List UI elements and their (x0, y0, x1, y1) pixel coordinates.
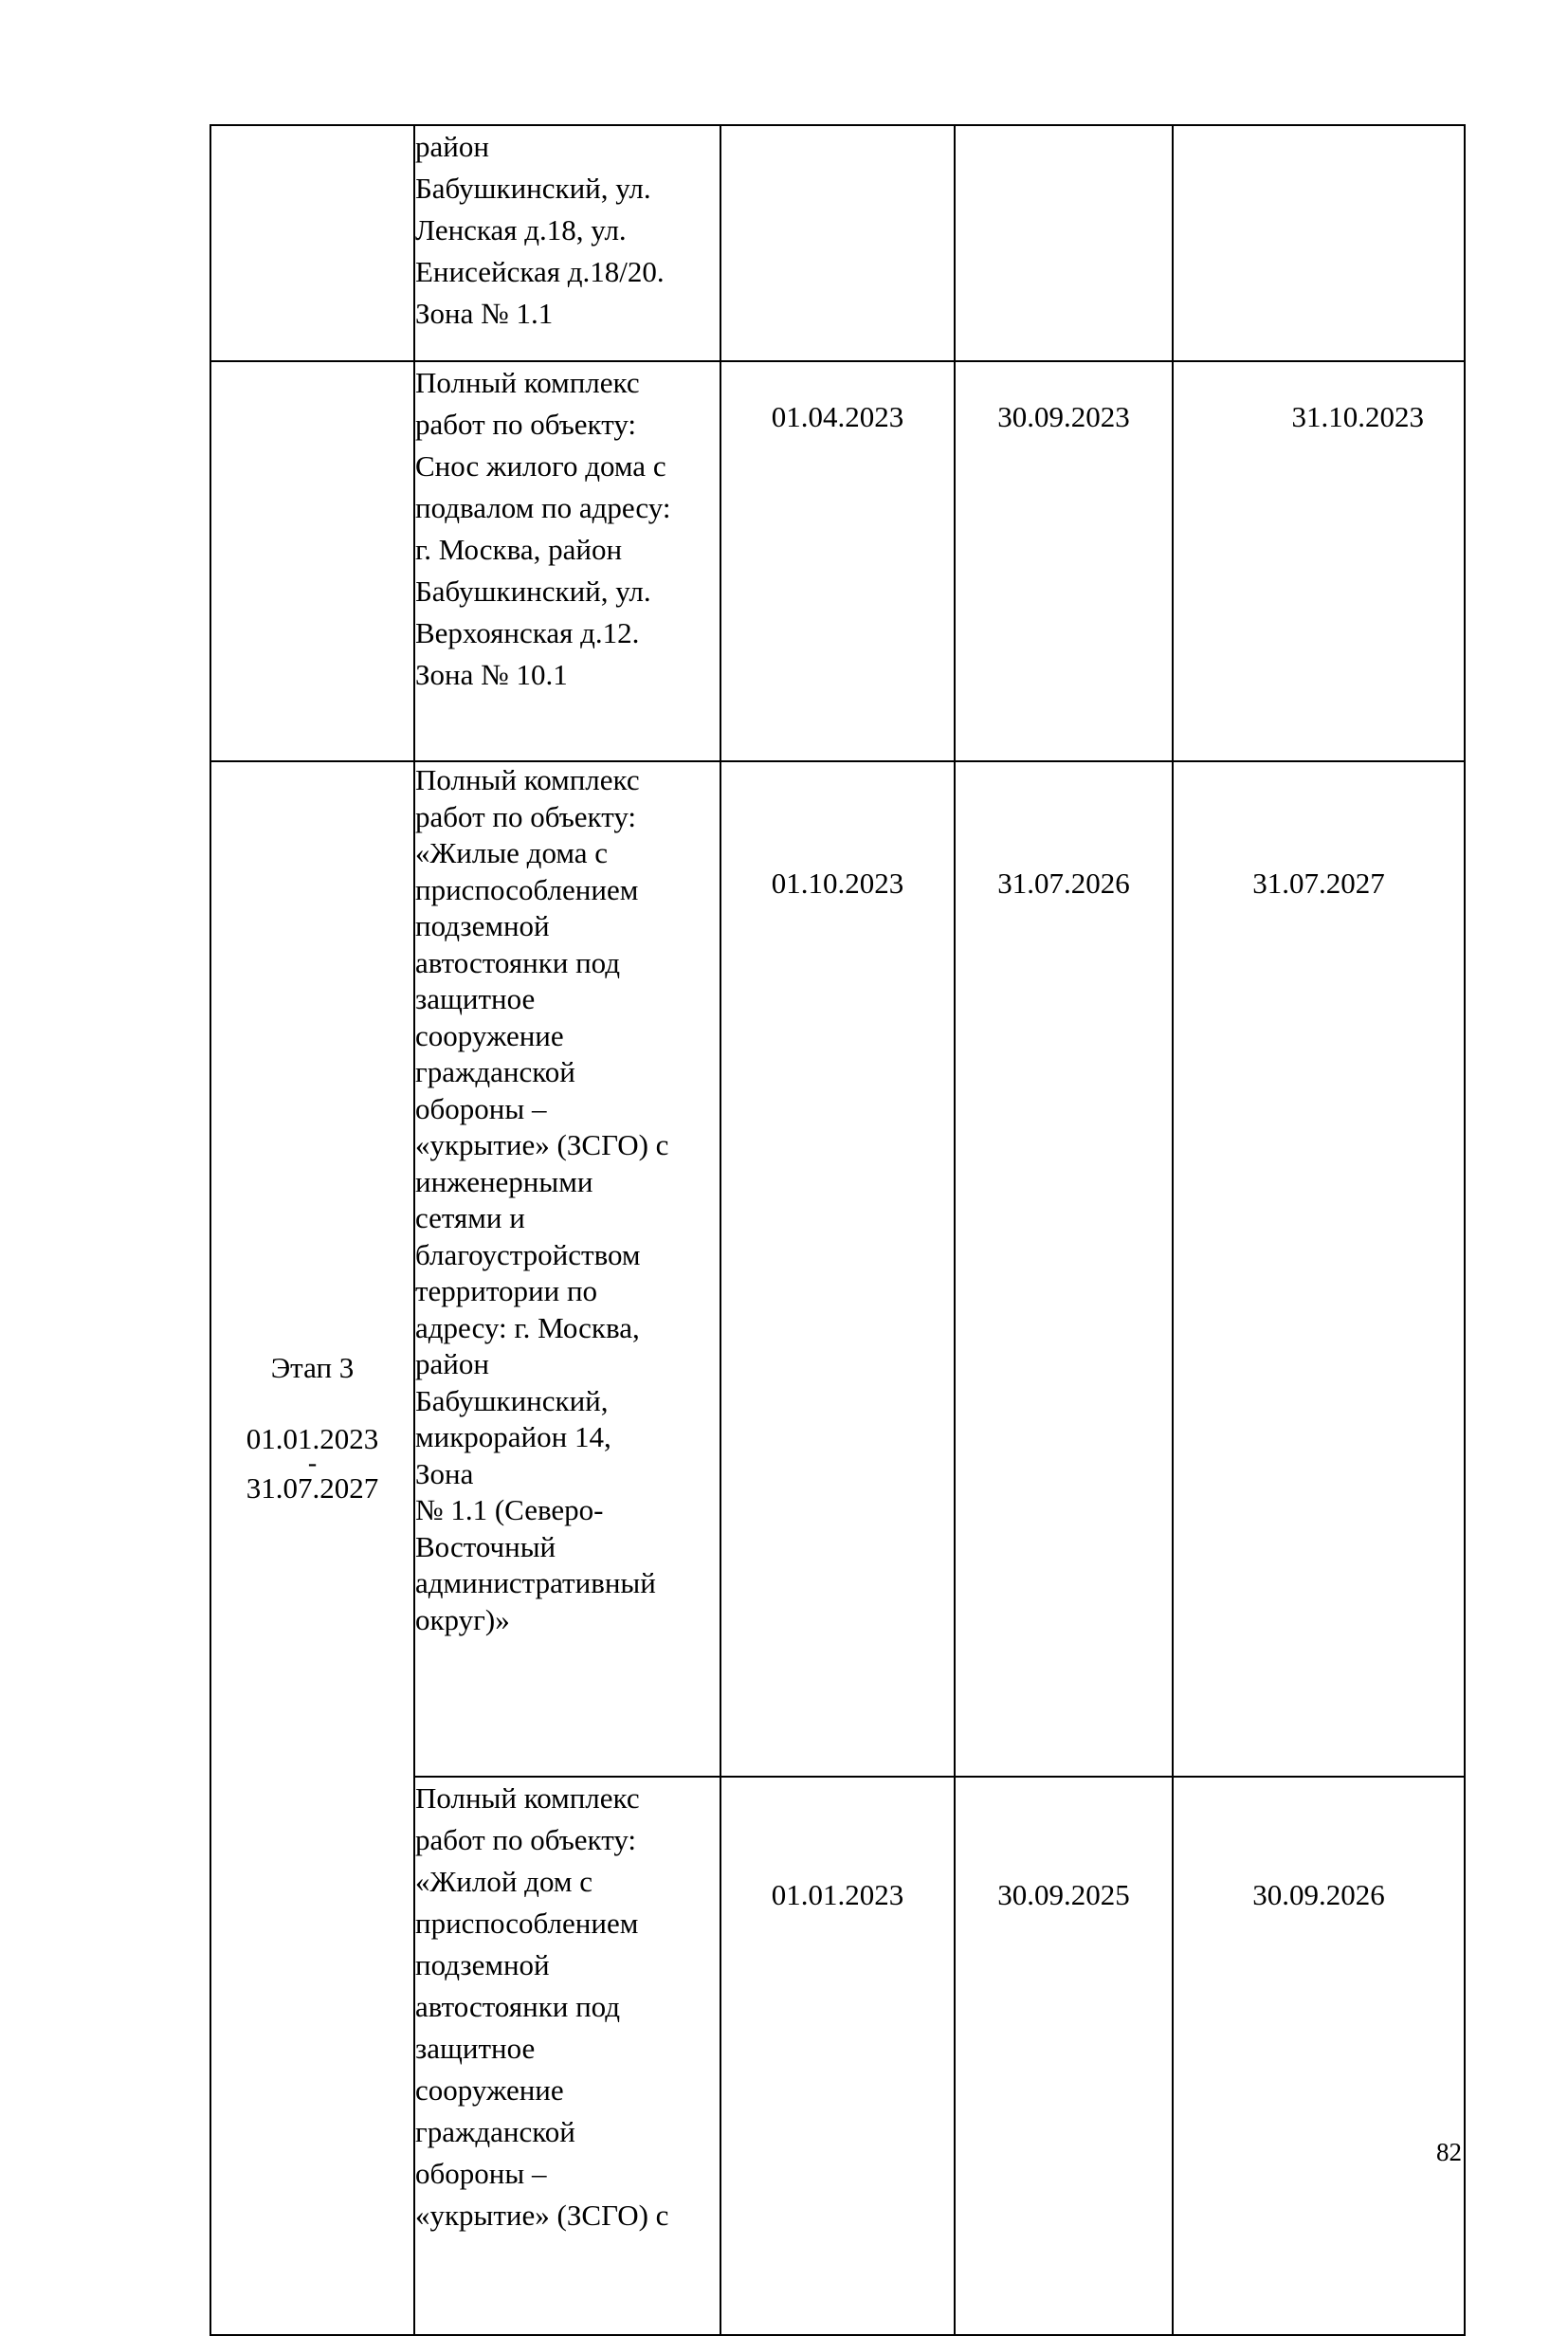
start-date: 01.01.2023 (720, 1777, 955, 2335)
end-date: 30.09.2025 (955, 1777, 1173, 2335)
end-date: 30.09.2023 (955, 361, 1173, 761)
description-line: «укрытие» (ЗСГО) с (415, 2199, 669, 2232)
description-line: Верхоянская д.12. (415, 616, 640, 649)
description-line: округ)» (415, 1602, 510, 1636)
description-line: защитное (415, 2032, 536, 2065)
description-line: гражданской (415, 1055, 575, 1088)
schedule-table (210, 124, 1466, 2336)
description-line: подземной (415, 909, 550, 942)
description-line: административный (415, 1566, 656, 1599)
object-description (414, 125, 720, 361)
description-line: приспособлением (415, 872, 639, 906)
description-line: подвалом по адресу: (415, 491, 671, 524)
description-line: Бабушкинский, ул. (415, 172, 651, 205)
final-date (1173, 125, 1465, 361)
stage-cell (210, 761, 414, 2335)
description-line: район (415, 130, 489, 163)
description-line: защитное (415, 982, 536, 1015)
description-line: сооружение (415, 1018, 564, 1052)
description-line: Полный комплекс (415, 1781, 640, 1815)
description-line: Снос жилого дома с (415, 449, 666, 483)
description-line: Енисейская д.18/20. (415, 255, 665, 288)
description-line: работ по объекту: (415, 408, 637, 441)
object-description (414, 361, 720, 761)
description-line: Ленская д.18, ул. (415, 213, 627, 246)
description-line: «Жилой дом с (415, 1865, 593, 1898)
description-line: Зона № 1.1 (415, 297, 554, 330)
description-line: сооружение (415, 2073, 564, 2107)
description-line: сетями и (415, 1201, 525, 1234)
description-line: Полный комплекс (415, 763, 640, 796)
stage-start-date: 01.01.2023 (246, 1422, 379, 1455)
description-line: г. Москва, район (415, 533, 623, 566)
description-line: гражданской (415, 2115, 575, 2148)
final-date: 30.09.2026 (1173, 1777, 1465, 2335)
start-date: 01.10.2023 (720, 761, 955, 1777)
end-date: 31.07.2026 (955, 761, 1173, 1777)
description-line: благоустройством (415, 1237, 641, 1271)
object-description (414, 1777, 720, 2335)
description-line: Бабушкинский, ул. (415, 575, 651, 608)
description-line: микрорайон 14, (415, 1420, 611, 1453)
final-date: 31.07.2027 (1173, 761, 1465, 1777)
description-line: обороны – (415, 2157, 547, 2190)
description-line: приспособлением (415, 1907, 639, 1940)
description-line: Зона (415, 1456, 474, 1490)
description-line: территории по (415, 1274, 598, 1307)
description-line: работ по объекту: (415, 799, 637, 833)
page-number: 82 (1436, 2138, 1462, 2166)
description-line: автостоянки под (415, 945, 621, 979)
description-line: Зона № 10.1 (415, 658, 568, 691)
end-date (955, 125, 1173, 361)
description-line: «укрытие» (ЗСГО) с (415, 1128, 669, 1161)
description-line: Бабушкинский, (415, 1383, 609, 1417)
description-line: адресу: г. Москва, (415, 1310, 640, 1344)
description-line: подземной (415, 1948, 550, 1981)
stage-cell-empty (210, 125, 414, 361)
stage-range-dash: - (307, 1449, 318, 1478)
description-line: «Жилые дома с (415, 836, 609, 869)
description-line: район (415, 1347, 489, 1380)
table-row (210, 361, 1465, 761)
start-date (720, 125, 955, 361)
description-line: Восточный (415, 1529, 556, 1563)
description-line: № 1.1 (Северо- (415, 1493, 604, 1526)
final-date: 31.10.2023 (1173, 361, 1465, 761)
stage-title: Этап 3 (270, 1351, 355, 1384)
start-date: 01.04.2023 (720, 361, 955, 761)
table-row (210, 761, 1465, 1777)
stage-cell-empty (210, 361, 414, 761)
description-line: Полный комплекс (415, 366, 640, 399)
table-row (210, 125, 1465, 361)
description-line: автостоянки под (415, 1990, 621, 2023)
description-line: работ по объекту: (415, 1823, 637, 1856)
description-line: инженерными (415, 1164, 593, 1198)
stage-end-date: 31.07.2027 (246, 1471, 379, 1505)
object-description (414, 761, 720, 1777)
description-line: обороны – (415, 1091, 547, 1125)
